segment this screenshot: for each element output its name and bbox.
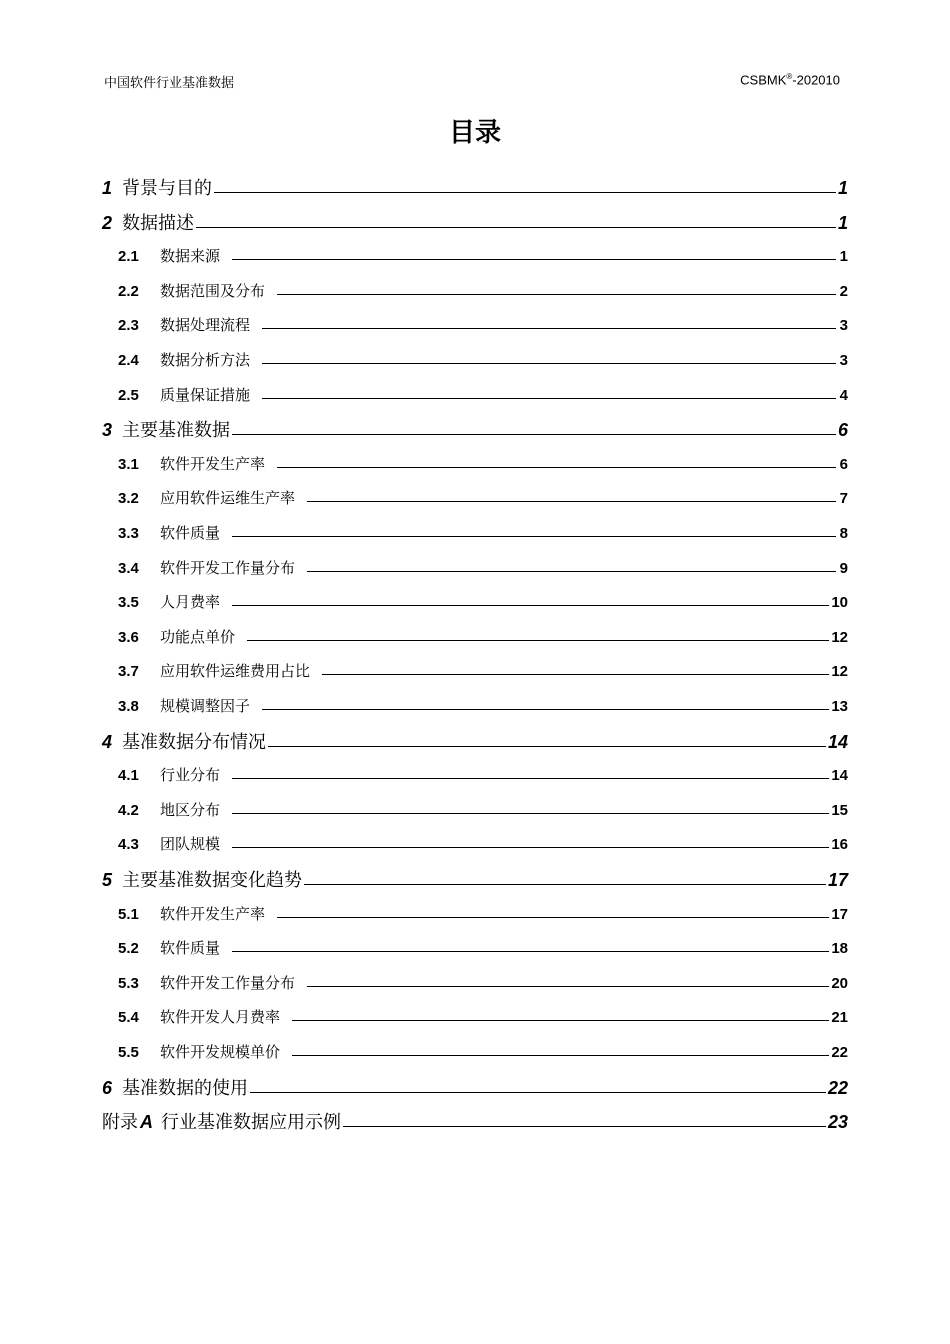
toc-leader-line [232, 259, 836, 260]
toc-entry-1[interactable] [102, 174, 848, 200]
toc-leader-line [232, 847, 829, 848]
toc-page-number: 6 [839, 455, 848, 473]
toc-leader-line [262, 363, 836, 364]
toc-leader-line [214, 192, 836, 193]
appendix-label: 行业基准数据应用示例 [161, 1112, 341, 1134]
toc-page-number: 8 [839, 525, 848, 542]
running-header-code [740, 72, 840, 87]
toc-page-number: 1 [837, 212, 848, 233]
toc-entry-label: 数据处理流程 [160, 316, 251, 335]
toc-page-number: 4 [839, 386, 848, 404]
toc-leader-line [262, 328, 836, 329]
toc-entry-label: 软件开发规模单价 [160, 1043, 281, 1061]
toc-entry-5-4[interactable] [118, 1006, 848, 1027]
toc-entry-number: 3.1 [118, 455, 139, 473]
toc-entry-3-8[interactable] [118, 695, 848, 716]
registered-mark: ® [786, 72, 793, 81]
toc-page-number: 14 [827, 731, 848, 752]
toc-leader-line [268, 746, 826, 747]
toc-entry-5-1[interactable] [118, 903, 848, 924]
toc-entry-number: 2 [102, 212, 113, 233]
toc-entry-2-5[interactable] [118, 384, 848, 405]
toc-entry-3-1[interactable] [118, 453, 848, 474]
toc-entry-label: 团队规模 [160, 835, 221, 854]
toc-entry-number: 4.2 [118, 801, 139, 819]
toc-leader-line [196, 227, 836, 228]
toc-entry-label: 数据分析方法 [160, 351, 251, 369]
toc-page-number: 22 [831, 1044, 848, 1061]
toc-entry-number: 3.3 [118, 525, 139, 542]
toc-entry-number: 5.3 [118, 974, 139, 992]
toc-entry-number: 2.5 [118, 386, 139, 404]
toc-page-number: 14 [831, 767, 848, 785]
toc-leader-line [247, 640, 829, 641]
toc-leader-line [307, 571, 836, 572]
toc-leader-line [304, 884, 826, 885]
toc-entry-2[interactable] [102, 209, 848, 235]
toc-entry-label: 主要基准数据 [122, 420, 230, 442]
toc-entry-label: 功能点单价 [160, 627, 236, 646]
toc-page-number: 17 [827, 870, 848, 890]
toc-entry-4-3[interactable] [118, 833, 848, 854]
toc-entry-number: 3 [102, 420, 113, 441]
toc-entry-5-3[interactable] [118, 972, 848, 993]
toc-leader-line [232, 434, 836, 435]
toc-entry-label: 软件开发人月费率 [160, 1008, 281, 1027]
toc-entry-number: 3.8 [118, 698, 139, 715]
toc-entry-label: 软件开发工作量分布 [160, 973, 296, 992]
toc-page-number: 18 [831, 940, 848, 958]
toc-entry-number: 5.1 [118, 905, 139, 923]
toc-page-number: 23 [827, 1112, 848, 1133]
toc-entry-5[interactable] [102, 866, 848, 892]
toc-entry-4-2[interactable] [118, 799, 848, 820]
toc-page-number: 9 [839, 559, 848, 577]
toc-entry-label: 应用软件运维生产率 [160, 489, 296, 508]
toc-entry-number: 4 [102, 731, 113, 752]
toc-entry-3-6[interactable] [118, 626, 848, 647]
toc-entry-2-4[interactable] [118, 349, 848, 370]
toc-entry-3-3[interactable] [118, 522, 848, 543]
toc-entry-number: 3.4 [118, 559, 139, 577]
toc-entry-number: 3.7 [118, 663, 139, 681]
toc-leader-line [292, 1020, 829, 1021]
toc-leader-line [292, 1055, 829, 1056]
toc-leader-line [232, 605, 829, 606]
toc-leader-line [277, 294, 836, 295]
toc-page-number: 7 [839, 490, 848, 508]
toc-entry-number: 2.1 [118, 248, 139, 266]
toc-leader-line [250, 1092, 826, 1093]
toc-entry-number: 3.2 [118, 490, 139, 508]
toc-entry-label: 软件开发生产率 [160, 904, 266, 923]
toc-entry-3-7[interactable] [118, 660, 848, 681]
toc-entry-3-4[interactable] [118, 557, 848, 578]
toc-entry-3-5[interactable] [118, 591, 848, 612]
toc-entry-appendix-a[interactable] [102, 1108, 848, 1134]
toc-entry-label: 主要基准数据变化趋势 [122, 870, 302, 891]
toc-leader-line [262, 398, 836, 399]
toc-entry-label: 数据描述 [122, 212, 194, 234]
toc-leader-line [322, 674, 829, 675]
toc-entry-label: 规模调整因子 [160, 697, 251, 715]
toc-entry-number: 3.5 [118, 594, 139, 612]
toc-leader-line [232, 778, 829, 779]
toc-page-number: 6 [837, 420, 848, 441]
toc-page-number: 15 [831, 801, 848, 819]
toc-leader-line [232, 813, 829, 814]
toc-entry-number: 5 [102, 870, 113, 890]
toc-entry-5-2[interactable] [118, 937, 848, 958]
toc-page-number: 12 [831, 628, 848, 646]
toc-page-number: 13 [831, 698, 848, 715]
toc-entry-5-5[interactable] [118, 1041, 848, 1062]
toc-leader-line [232, 951, 829, 952]
toc-entry-6[interactable] [102, 1074, 848, 1100]
toc-page-number: 16 [831, 836, 848, 854]
toc-page-number: 1 [837, 178, 848, 198]
toc-entry-number: 5.5 [118, 1044, 139, 1061]
toc-leader-line [232, 536, 836, 537]
toc-entry-label: 软件质量 [160, 939, 221, 958]
toc-entry-3[interactable] [102, 416, 848, 442]
header-code-tail: -202010 [792, 72, 840, 88]
toc-page-number: 12 [831, 663, 848, 681]
header-code-main: CSBMK [740, 72, 787, 88]
toc-entry-label: 数据来源 [160, 247, 221, 266]
toc-leader-line [277, 917, 829, 918]
toc-entry-label: 基准数据的使用 [122, 1077, 248, 1099]
toc-page-number: 3 [839, 352, 848, 369]
toc-entry-number: 6 [102, 1077, 113, 1098]
toc-entry-number: 2.4 [118, 352, 139, 369]
toc-entry-label: 质量保证措施 [160, 385, 251, 404]
toc-entry-2-3[interactable] [118, 314, 848, 335]
toc-page-number: 2 [839, 282, 848, 300]
toc-page-number: 17 [831, 905, 848, 923]
toc-entry-3-2[interactable] [118, 487, 848, 508]
running-header-title: 中国软件行业基准数据 [104, 76, 235, 91]
toc-entry-number: 1 [102, 178, 113, 198]
toc-entry-number: 4.1 [118, 767, 139, 785]
toc-entry-number: 5.2 [118, 940, 139, 958]
toc-entry-label: 人月费率 [160, 593, 221, 612]
toc-leader-line [307, 501, 836, 502]
toc-entry-label [102, 1108, 341, 1134]
toc-entry-number: 5.4 [118, 1009, 139, 1027]
toc-entry-label: 地区分布 [160, 800, 221, 819]
toc-leader-line [307, 986, 829, 987]
toc-page-number: 21 [831, 1009, 848, 1027]
toc-entry-label: 基准数据分布情况 [122, 731, 266, 753]
toc-entry-label: 软件质量 [160, 524, 221, 542]
toc-page-number: 20 [831, 974, 848, 992]
toc-leader-line [277, 467, 836, 468]
toc-page-number: 1 [839, 248, 848, 266]
toc-entry-label: 背景与目的 [122, 178, 212, 199]
appendix-letter: A [140, 1112, 153, 1133]
toc-entry-number: 2.2 [118, 282, 139, 300]
toc-page-number: 3 [839, 317, 848, 335]
toc-entry-number: 2.3 [118, 317, 139, 335]
toc-entry-4[interactable] [102, 728, 848, 754]
toc-entry-label: 行业分布 [160, 766, 221, 785]
toc-entry-4-1[interactable] [118, 764, 848, 785]
toc-leader-line [343, 1126, 826, 1127]
toc-entry-label: 应用软件运维费用占比 [160, 662, 311, 681]
toc-page-number: 10 [831, 594, 848, 612]
toc-entry-label: 软件开发工作量分布 [160, 558, 296, 577]
toc-entry-number: 4.3 [118, 836, 139, 854]
toc-entry-2-2[interactable] [118, 280, 848, 301]
appendix-prefix: 附录 [102, 1112, 138, 1134]
toc-leader-line [262, 709, 829, 710]
page-title: 目录 [448, 118, 501, 148]
toc-page-number: 22 [827, 1077, 848, 1098]
toc-entry-number: 3.6 [118, 628, 139, 646]
toc-entry-2-1[interactable] [118, 245, 848, 266]
toc-entry-label: 数据范围及分布 [160, 281, 266, 300]
toc-entry-label: 软件开发生产率 [160, 454, 266, 473]
